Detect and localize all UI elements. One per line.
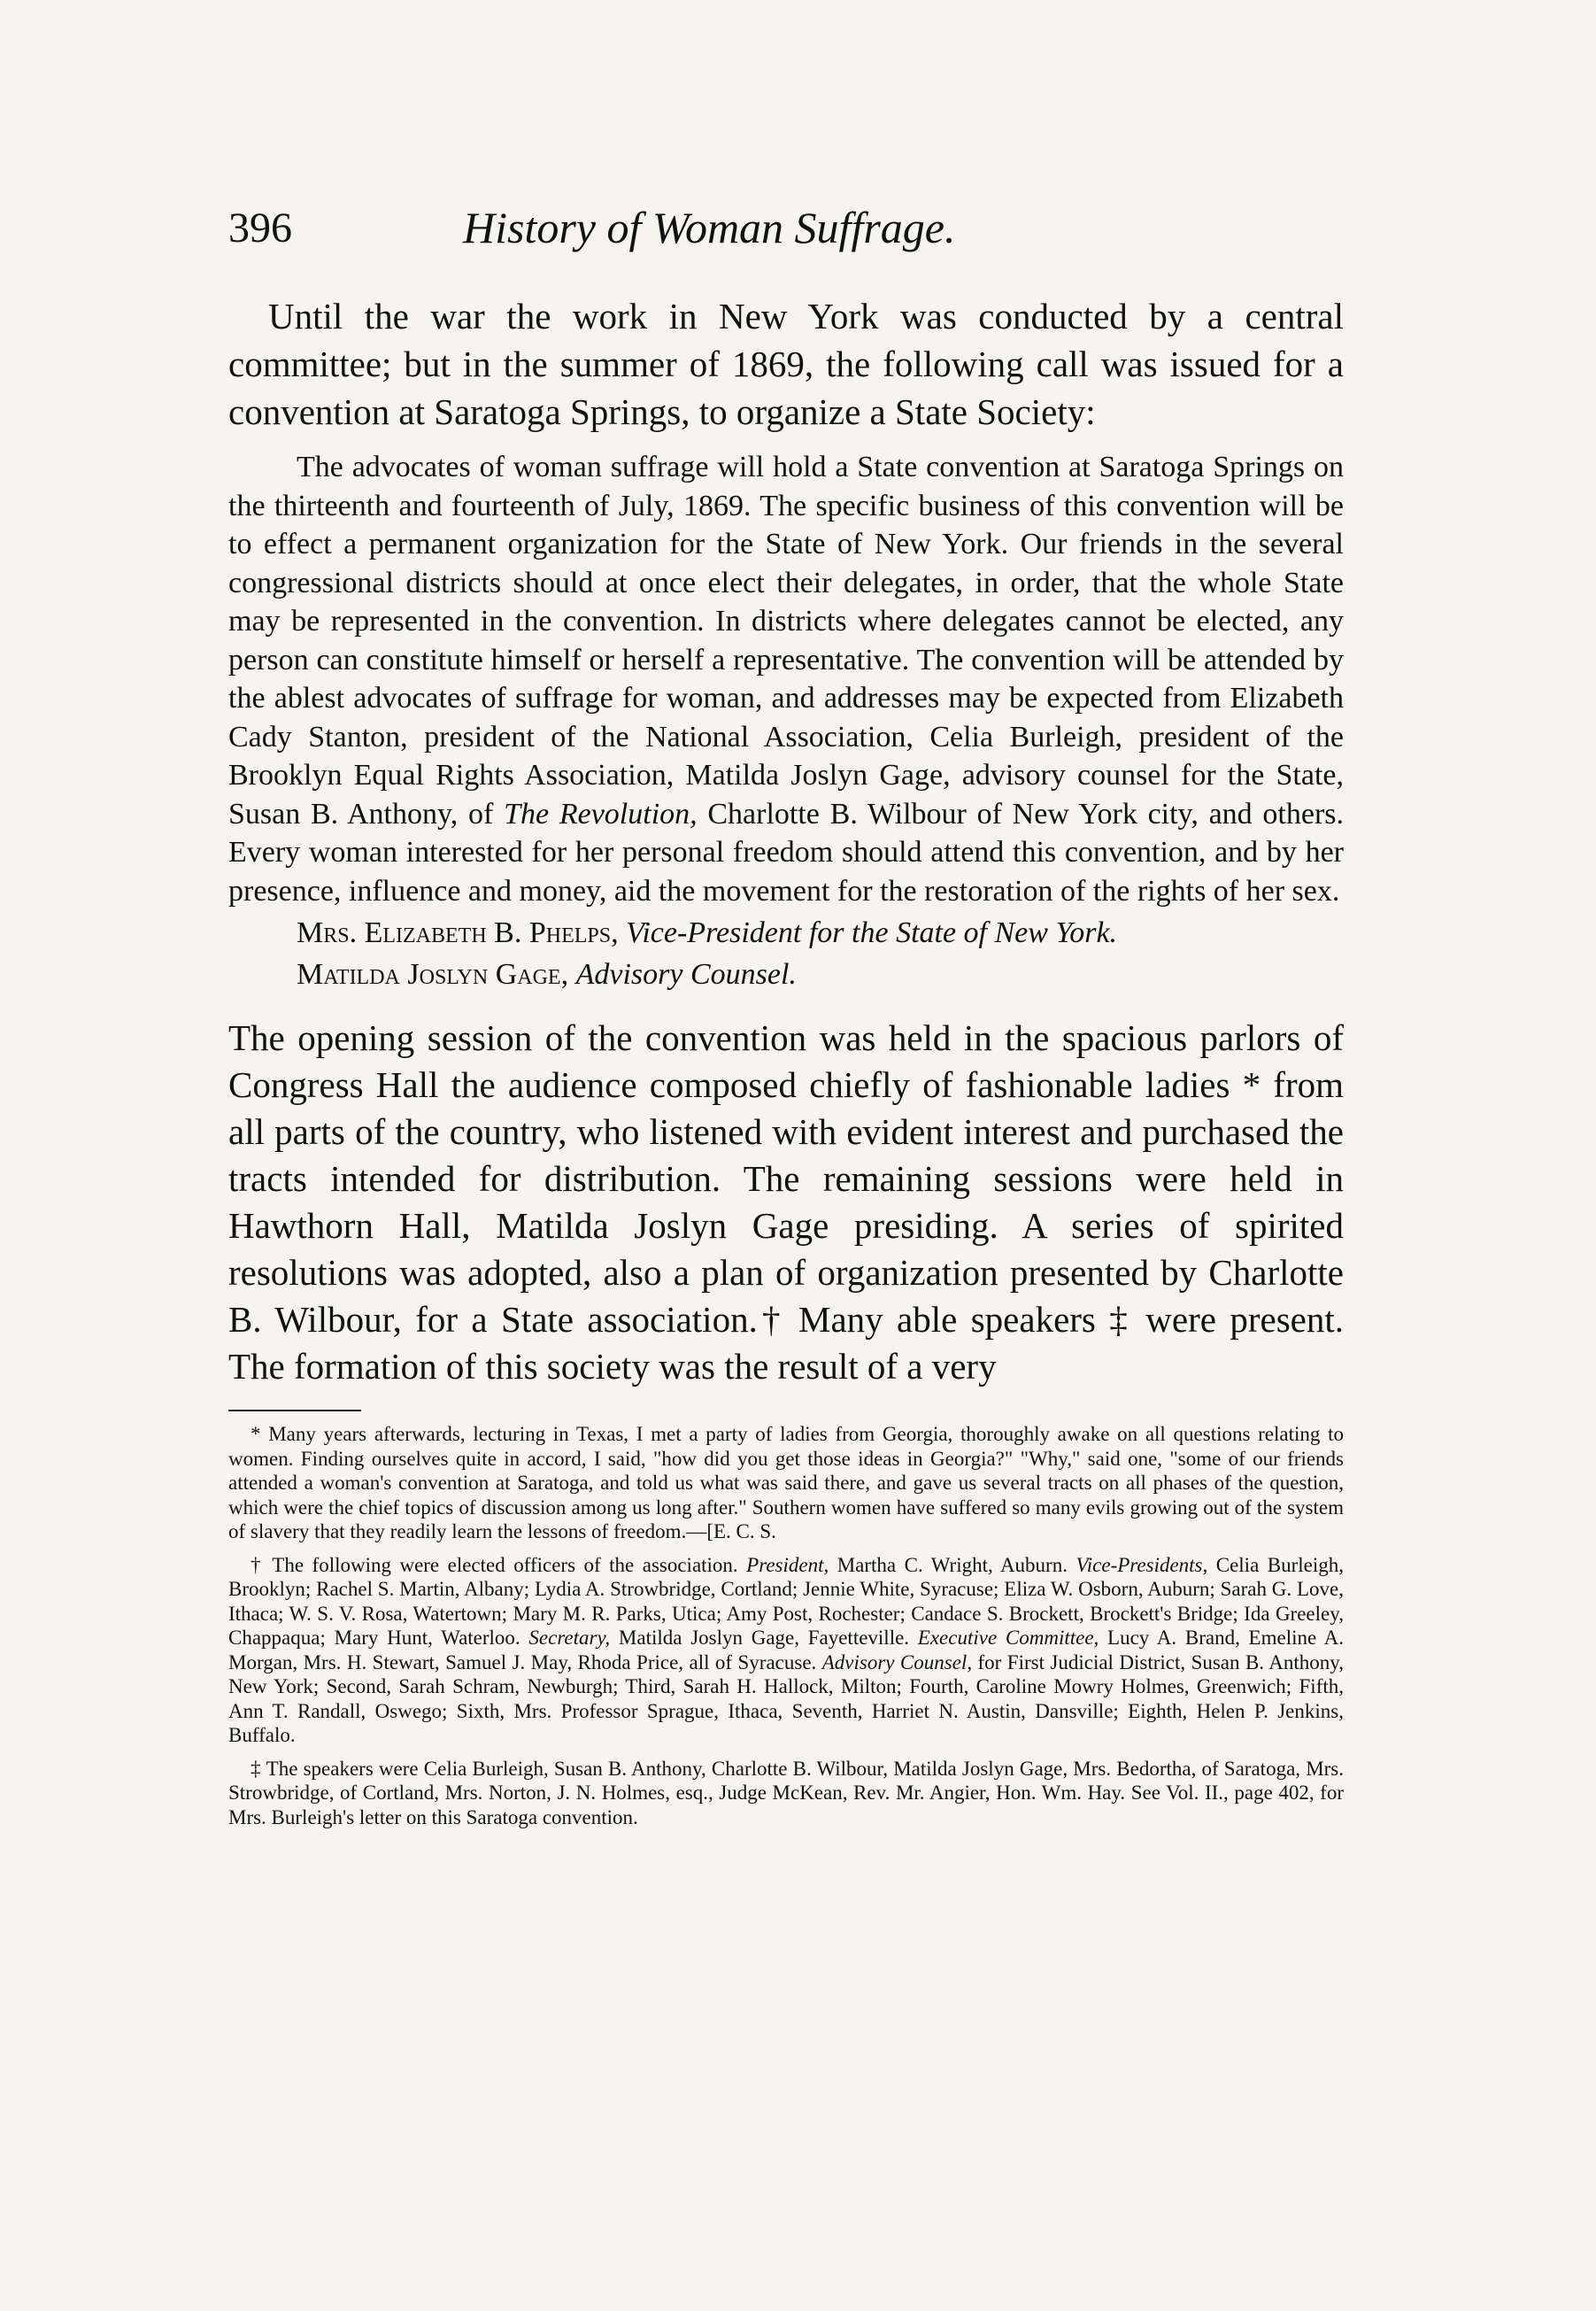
main-paragraph: The opening session of the convention was held in the spacious parlors of Congress Hall the audience composed chiefly of fashionable ladies * from all parts of the country, who listened with evident interest and purchased the tracts intended for distribution. The remaining sessions were held in Hawthorn Hall, Matilda Joslyn Gage presiding. A series of spirited resolutions was adopted, also a plan of organization presented by Charlotte B. Wilbour, for a State association.† Many able speakers ‡ were present. The formation of this society was the result of a very	[228, 1017, 1344, 1387]
signer-gage	[297, 955, 1344, 993]
fn2-president-label: President,	[746, 1553, 829, 1576]
footnote-2	[228, 1553, 1344, 1748]
signer-phelps	[297, 914, 1344, 952]
signer-gage-role: Advisory Counsel.	[575, 958, 797, 991]
signer-gage-name: Matilda Joslyn Gage,	[297, 958, 569, 991]
fn2-text-e: Lucy A. Brand, Emeline A. Morgan, Mrs. H. Stewart, Samuel J. May, Rhoda Price, all of Syracuse.	[228, 1627, 1345, 1673]
running-head	[228, 195, 1344, 266]
intro-paragraph: Until the war the work in New York was conducted by a central committee; but in the summer of 1869, the following call was issued for a convention at Saratoga Springs, to organize a State Society:	[228, 296, 1344, 432]
fn2-text-a: † The following were elected officers of the association.	[251, 1553, 747, 1576]
signer-phelps-role: Vice-President for the State of New York.	[626, 916, 1118, 949]
fn2-vp-label: Vice-Presidents,	[1076, 1553, 1208, 1576]
fn2-advisory-label: Advisory Counsel,	[821, 1650, 973, 1673]
book-page	[228, 195, 1344, 1838]
call-text: The advocates of woman suffrage will hold a State convention at Saratoga Springs on the thirteenth and fourteenth of July, 1869. The specific business of this convention will be to effect a permanent organization for the State of New York. Our friends in the several congressional districts should at once elect their delegates, in order, that the whole State may be represented in the convention. In districts where delegates cannot be elected, any person can constitute himself or herself a representative. The convention will be attended by the ablest advocates of suffrage for woman, and addresses may be expected from Elizabeth Cady Stanton, president of the National Association, Celia Burleigh, president of the Brooklyn Equal Rights Association, Matilda Joslyn Gage, advisory counsel for the State, Susan B. Anthony, of	[228, 451, 1344, 831]
footnote-1: * Many years afterwards, lecturing in Texas, I met a party of ladies from Georgia, thoroughly awake on all questions relating to women. Finding ourselves quite in accord, I said, "how did you get those ideas in Georgia?" "Why," said one, "some of our friends attended a woman's convention at Saratoga, and told us what was said there, and gave us several tracts on all phases of the question, which were the chief topics of discussion among us long after." Southern women have suffered so many evils growing out of the system of slavery that they readily learn the lessons of freedom.—[E. C. S.	[228, 1423, 1344, 1542]
call-text-end: Charlotte B. Wilbour of New York city, and others. Every woman interested for her personal freedom should attend this convention, and by her presence, influence and money, aid the movement for the restoration of the rights of her sex.	[228, 797, 1344, 908]
fn2-text-f: for First Judicial District, Susan B. Anthony, New York; Second, Sarah Schram, Newburgh; Third, Sarah H. Hallock, Milton; Fourth, Caroline Mowry Holmes, Greenwich; Fifth, Ann T. Randall, Oswego; Sixth, Mrs. Professor Sprague, Ithaca, Seventh, Harriet N. Austin, Dansville; Eighth, Helen P. Jenkins, Buffalo.	[228, 1650, 1344, 1746]
footnote-rule	[228, 1410, 361, 1411]
fn2-exec-label: Executive Committee,	[917, 1627, 1099, 1649]
call-italic: The Revolution,	[504, 797, 698, 831]
running-title: History of Woman Suffrage.	[463, 203, 956, 252]
fn2-secretary-label: Secretary,	[528, 1627, 611, 1649]
page-number: 396	[228, 205, 292, 251]
signer-phelps-name: Mrs. Elizabeth B. Phelps,	[297, 916, 619, 949]
fn2-text-d: Matilda Joslyn Gage, Fayetteville.	[610, 1627, 918, 1649]
fn2-text-b: Martha C. Wright, Auburn.	[829, 1553, 1076, 1576]
convention-call	[228, 448, 1344, 910]
fn2-text-c: Celia Burleigh, Brooklyn; Rachel S. Martin, Albany; Lydia A. Strowbridge, Cortland; Jennie White, Syracuse; Eliza W. Osborn, Auburn; Sarah G. Love, Ithaca; W. S. V. Rosa, Watertown; Mary M. R. Parks, Utica; Amy Post, Rochester; Candace S. Brockett, Brockett's Bridge; Ida Greeley, Chappaqua; Mary Hunt, Waterloo.	[228, 1553, 1345, 1649]
footnote-3: ‡ The speakers were Celia Burleigh, Susan B. Anthony, Charlotte B. Wilbour, Matilda Joslyn Gage, Mrs. Bedortha, of Saratoga, Mrs. Strowbridge, of Cortland, Mrs. Norton, J. N. Holmes, esq., Judge McKean, Rev. Mr. Angier, Hon. Wm. Hay. See Vol. II., page 402, for Mrs. Burleigh's letter on this Saratoga convention.	[228, 1757, 1344, 1828]
